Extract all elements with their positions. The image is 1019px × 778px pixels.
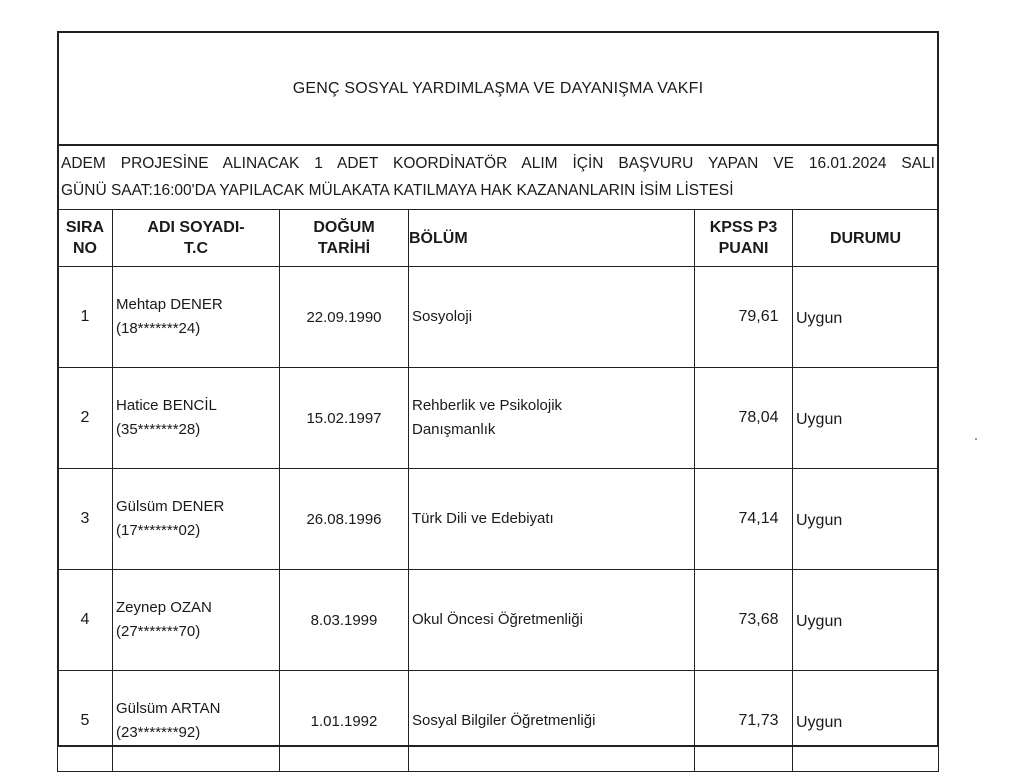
cell-score: 74,14	[695, 469, 793, 570]
candidate-name: Zeynep OZAN	[116, 599, 212, 616]
cell-no: 4	[58, 570, 113, 671]
title-box	[59, 33, 937, 146]
dept-line-1: Türk Dili ve Edebiyatı	[412, 510, 554, 527]
cell-score: 71,73	[695, 671, 793, 772]
candidate-id: (35*******28)	[116, 421, 201, 438]
candidate-name: Gülsüm ARTAN	[116, 700, 221, 717]
cell-status: Uygun	[793, 469, 939, 570]
candidate-name: Hatice BENCİL	[116, 397, 217, 414]
candidate-name: Mehtap DENER	[116, 296, 223, 313]
header-name-line-1: ADI SOYADI-	[147, 219, 245, 236]
dept-line-1: Rehberlik ve Psikolojik	[412, 397, 563, 414]
candidate-id: (23*******92)	[116, 724, 201, 741]
candidate-table	[57, 209, 939, 772]
cell-no: 1	[58, 267, 113, 368]
header-name-line-2: T.C	[184, 240, 208, 257]
dept-line-2: Danışmanlık	[412, 421, 496, 438]
dept-line-1: Sosyoloji	[412, 308, 473, 325]
cell-status: Uygun	[793, 368, 939, 469]
candidate-id: (17*******02)	[116, 522, 201, 539]
cell-dept	[409, 368, 695, 469]
cell-status: Uygun	[793, 570, 939, 671]
cell-score: 79,61	[695, 267, 793, 368]
cell-no: 5	[58, 671, 113, 772]
document-title: GENÇ SOSYAL YARDIMLAŞMA VE DAYANIŞMA VAKFI	[292, 79, 704, 97]
candidate-id: (18*******24)	[116, 320, 201, 337]
header-no-line-1: SIRA	[65, 219, 105, 236]
header-no-line-2: NO	[73, 240, 97, 257]
dept-line-1: Sosyal Bilgiler Öğretmenliği	[412, 712, 596, 729]
cell-no: 3	[58, 469, 113, 570]
cell-status: Uygun	[793, 671, 939, 772]
cell-no: 2	[58, 368, 113, 469]
header-status-line-1: DURUMU	[829, 229, 902, 247]
cell-dept	[409, 469, 695, 570]
table-header-row	[58, 210, 939, 267]
scan-speck	[975, 438, 977, 440]
table-row	[58, 671, 939, 772]
candidate-name: Gülsüm DENER	[116, 498, 225, 515]
cell-name	[113, 469, 280, 570]
cell-birth: 1.01.1992	[280, 671, 409, 772]
cell-birth: 15.02.1997	[280, 368, 409, 469]
header-name	[113, 210, 280, 267]
header-dept	[409, 210, 695, 267]
table-row	[58, 570, 939, 671]
cell-name	[113, 671, 280, 772]
table-row	[58, 267, 939, 368]
header-birth-line-1: DOĞUM	[313, 219, 375, 236]
subtitle-line-2: GÜNÜ SAAT:16:00'DA YAPILACAK MÜLAKATA KATILMAYA HAK KAZANANLARIN İSİM LİSTESİ	[61, 182, 734, 199]
cell-dept	[409, 267, 695, 368]
cell-name	[113, 570, 280, 671]
cell-score: 78,04	[695, 368, 793, 469]
cell-score: 73,68	[695, 570, 793, 671]
header-birth	[280, 210, 409, 267]
cell-dept	[409, 570, 695, 671]
dept-line-1: Okul Öncesi Öğretmenliği	[412, 611, 583, 628]
cell-birth: 26.08.1996	[280, 469, 409, 570]
cell-birth: 8.03.1999	[280, 570, 409, 671]
header-score	[695, 210, 793, 267]
cell-name	[113, 267, 280, 368]
document-subtitle	[61, 150, 935, 212]
header-status	[793, 210, 939, 267]
header-score-line-2: PUANI	[718, 240, 769, 257]
subtitle-line-1: ADEM PROJESİNE ALINACAK 1 ADET KOORDİNATÖR ALIM İÇİN BAŞVURU YAPAN VE 16.01.2024 SALI	[61, 155, 935, 172]
cell-birth: 22.09.1990	[280, 267, 409, 368]
cell-name	[113, 368, 280, 469]
header-dept-line-1: BÖLÜM	[409, 229, 468, 247]
candidate-id: (27*******70)	[116, 623, 201, 640]
cell-dept	[409, 671, 695, 772]
header-birth-line-2: TARİHİ	[317, 240, 371, 257]
table-row	[58, 368, 939, 469]
cell-status: Uygun	[793, 267, 939, 368]
header-score-line-1: KPSS P3	[709, 219, 778, 236]
table-row	[58, 469, 939, 570]
document-sheet	[57, 31, 939, 747]
header-no	[58, 210, 113, 267]
